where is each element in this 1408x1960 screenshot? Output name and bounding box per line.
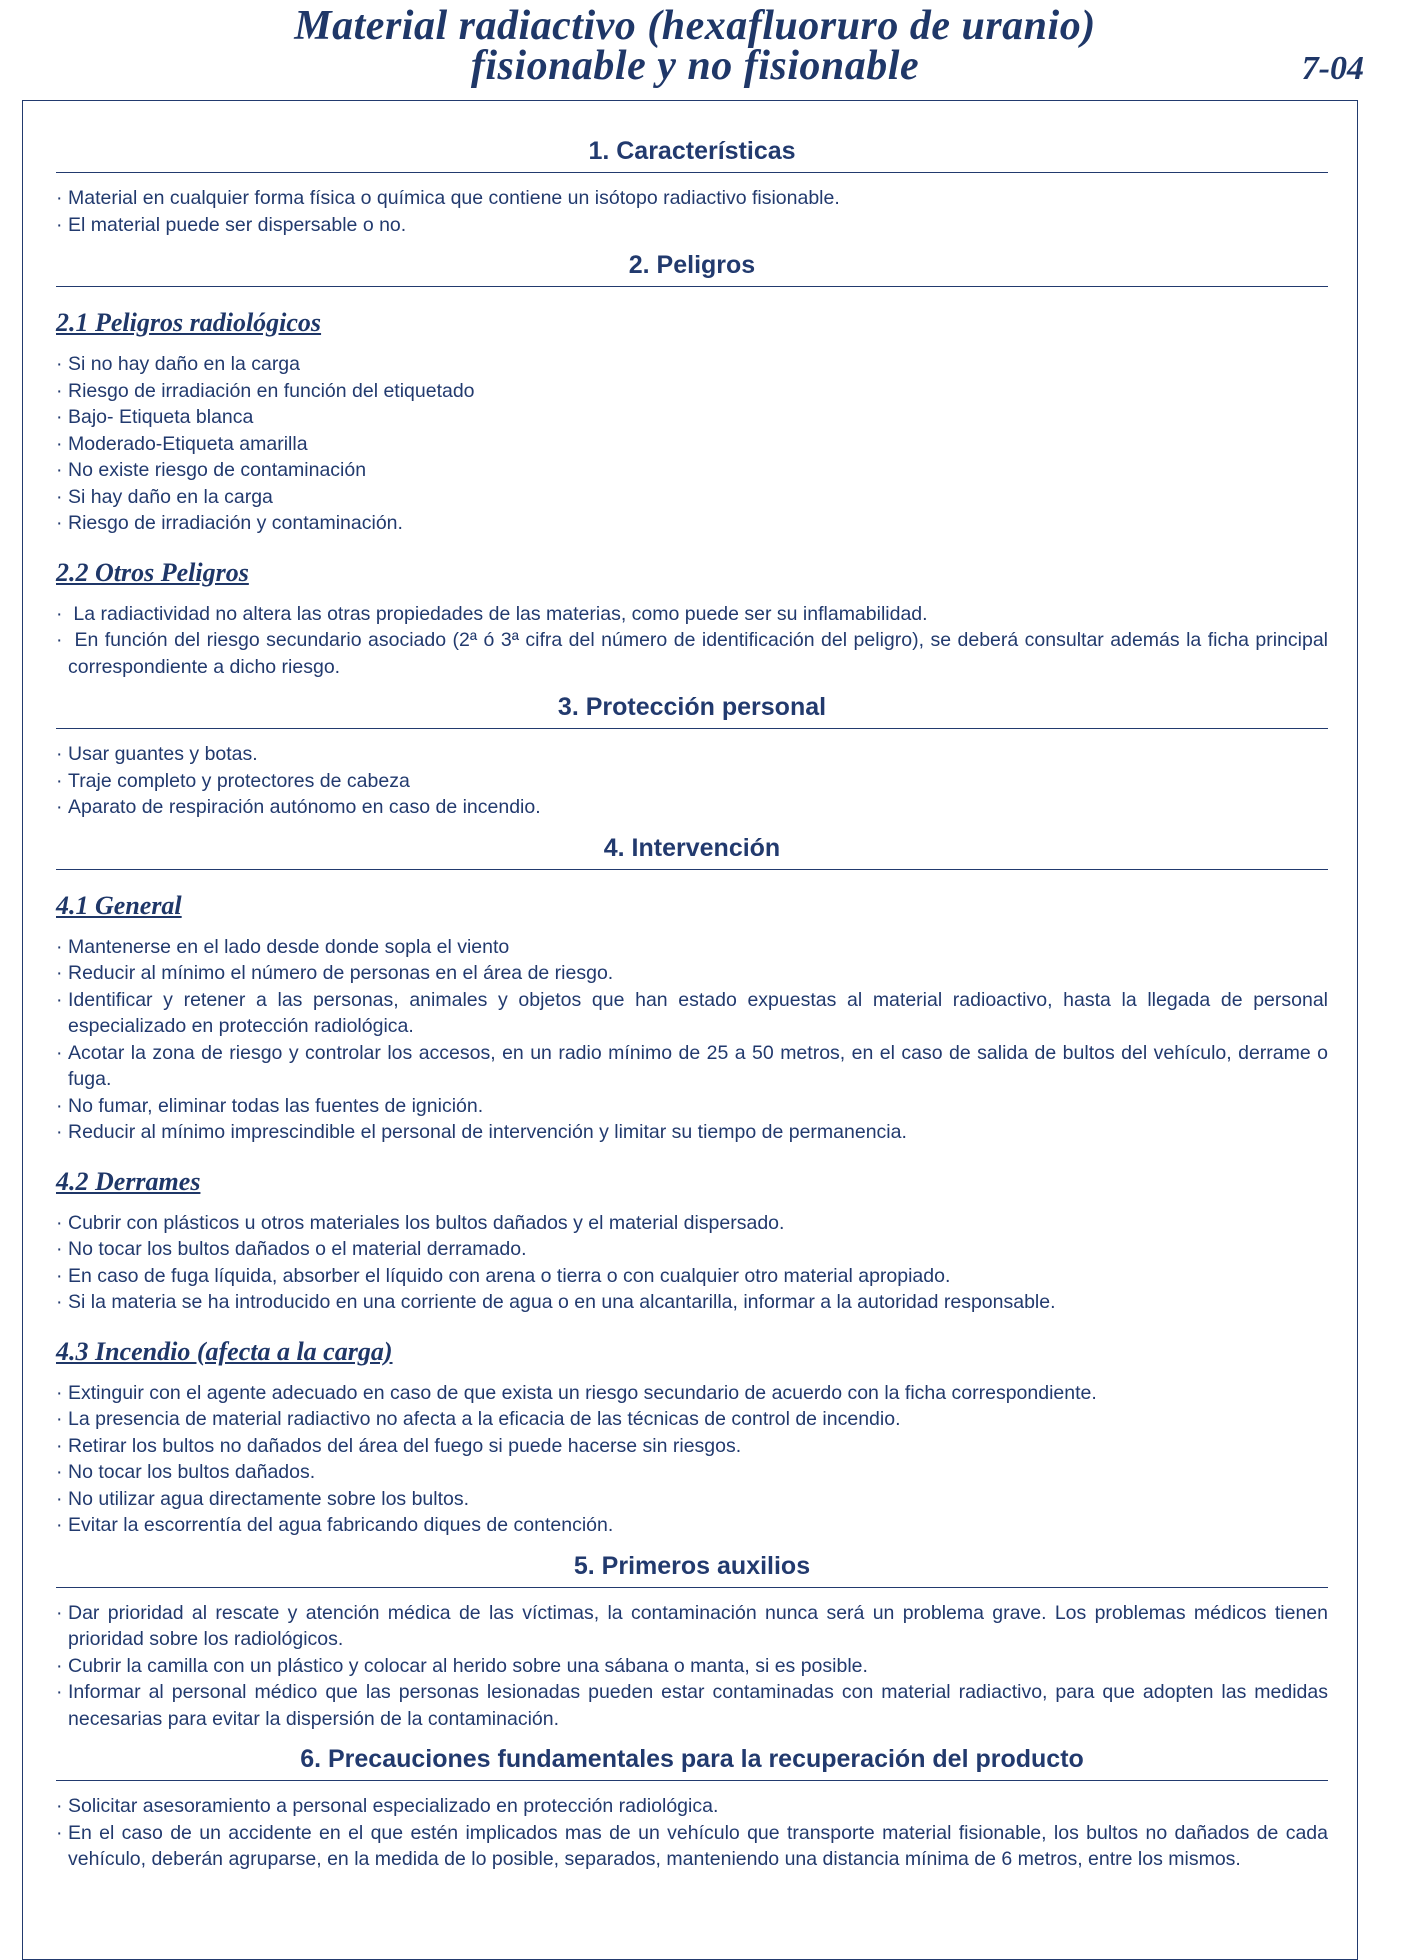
list-item	[56, 1600, 1328, 1653]
subsection-list	[56, 934, 1328, 1146]
list-item	[56, 404, 1328, 431]
bullet-dot-icon: ·	[56, 1461, 63, 1483]
bullet-dot-icon: ·	[56, 512, 63, 534]
list-item	[56, 378, 1328, 405]
list-item-text: Evitar la escorrentía del agua fabricando diques de contención.	[68, 1514, 614, 1536]
bullet-dot-icon: ·	[56, 1408, 63, 1430]
list-item-text: Aparato de respiración autónomo en caso de incendio.	[68, 796, 541, 818]
list-item-text: No fumar, eliminar todas las fuentes de ignición.	[68, 1094, 484, 1117]
list-item-text: Bajo- Etiqueta blanca	[68, 406, 254, 428]
section-title: 5. Primeros auxilios	[56, 1543, 1328, 1588]
list-item	[56, 1210, 1328, 1237]
bullet-dot-icon: ·	[56, 1291, 63, 1313]
list-item	[56, 1820, 1328, 1873]
list-item	[56, 960, 1328, 987]
bullet-dot-icon: ·	[56, 1121, 63, 1143]
bullet-dot-icon: ·	[56, 1094, 63, 1117]
list-item-text: En caso de fuga líquida, absorber el líquido con arena o tierra o con cualquier otro material apropiado.	[68, 1264, 951, 1287]
list-item-text: Retirar los bultos no dañados del área del fuego si puede hacerse sin riesgos.	[68, 1434, 742, 1457]
bullet-dot-icon: ·	[56, 213, 63, 236]
list-item-text: Cubrir con plásticos u otros materiales los bultos dañados y el material dispersado.	[68, 1211, 785, 1234]
subsection-list	[56, 1380, 1328, 1539]
list-item	[56, 1433, 1328, 1460]
list-item	[56, 457, 1328, 484]
section-title: 3. Protección personal	[56, 684, 1328, 729]
section-title: 1. Características	[56, 128, 1328, 173]
bullet-dot-icon: ·	[56, 962, 63, 984]
list-item	[56, 1040, 1328, 1093]
list-item	[56, 484, 1328, 511]
page-title-line-2: fisionable y no fisionable	[470, 43, 920, 89]
subsection-title: 4.1 General	[56, 890, 182, 920]
list-item-text: Acotar la zona de riesgo y controlar los accesos, en un radio mínimo de 25 a 50 metros, en el caso de salida de bultos del vehículo, derrame o fuga.	[68, 1041, 1328, 1090]
list-item-text: Si no hay daño en la carga	[68, 353, 301, 375]
bullet-dot-icon: ·	[56, 1211, 63, 1234]
list-item-text: Reducir al mínimo el número de personas en el área de riesgo.	[68, 962, 614, 984]
subsection-title: 4.3 Incendio (afecta a la carga)	[56, 1336, 393, 1366]
list-item	[56, 1486, 1328, 1513]
bullet-dot-icon: ·	[56, 187, 63, 209]
bullet-dot-icon: ·	[56, 629, 63, 651]
list-item-text: Solicitar asesoramiento a personal especializado en protección radiológica.	[68, 1795, 719, 1817]
list-item-text: Moderado-Etiqueta amarilla	[68, 432, 308, 455]
list-item	[56, 1679, 1328, 1732]
list-item	[56, 212, 1328, 239]
bullet-dot-icon: ·	[56, 935, 63, 958]
list-item-text: No tocar los bultos dañados o el material derramado.	[68, 1238, 527, 1260]
list-item	[56, 1653, 1328, 1680]
sheet-code: 7-04	[1301, 50, 1364, 87]
section-list	[56, 741, 1328, 821]
bullet-dot-icon: ·	[56, 485, 63, 508]
bullet-dot-icon: ·	[56, 1381, 63, 1404]
bullet-dot-icon: ·	[56, 1821, 63, 1844]
section-list	[56, 185, 1328, 238]
bullet-dot-icon: ·	[56, 988, 63, 1011]
list-item	[56, 1793, 1328, 1820]
list-item-text: No existe riesgo de contaminación	[68, 459, 367, 481]
document-body	[56, 128, 1328, 1877]
subsection-title: 4.2 Derrames	[56, 1166, 201, 1196]
bullet-dot-icon: ·	[56, 406, 63, 428]
bullet-dot-icon: ·	[56, 1514, 63, 1536]
section-title: 6. Precauciones fundamentales para la recuperación del producto	[56, 1736, 1328, 1781]
list-item	[56, 627, 1328, 680]
subsection-list	[56, 1210, 1328, 1316]
list-item	[56, 351, 1328, 378]
list-item	[56, 510, 1328, 537]
list-item	[56, 934, 1328, 961]
list-item-text: En el caso de un accidente en el que estén implicados mas de un vehículo que transporte material fisionable, los bultos no dañados de cada vehículo, deberán agruparse, en la medida de lo posible, separados, manteniendo una distancia mínima de 6 metros, entre los mismos.	[68, 1821, 1328, 1870]
list-item-text: Usar guantes y botas.	[68, 743, 258, 765]
list-item	[56, 185, 1328, 212]
subsection-list	[56, 601, 1328, 681]
list-item-text: Identificar y retener a las personas, animales y objetos que han estado expuestas al material radioactivo, hasta la llegada de personal especializado en protección radiológica.	[68, 988, 1328, 1037]
subsection-list	[56, 351, 1328, 537]
bullet-dot-icon: ·	[56, 602, 63, 625]
list-item	[56, 1236, 1328, 1263]
section-title: 2. Peligros	[56, 242, 1328, 287]
list-item	[56, 1459, 1328, 1486]
page-header	[0, 0, 1408, 100]
list-item-text: Cubrir la camilla con un plástico y colocar al herido sobre una sábana o manta, si es posible.	[68, 1654, 868, 1677]
list-item	[56, 601, 1328, 628]
list-item-text: Extinguir con el agente adecuado en caso de que exista un riesgo secundario de acuerdo con la ficha correspondiente.	[68, 1381, 1097, 1404]
section-title: 4. Intervención	[56, 825, 1328, 870]
bullet-dot-icon: ·	[56, 743, 63, 765]
bullet-dot-icon: ·	[56, 1238, 63, 1260]
section-list	[56, 1793, 1328, 1873]
list-item	[56, 1119, 1328, 1146]
bullet-dot-icon: ·	[56, 1041, 63, 1064]
section-list	[56, 1600, 1328, 1733]
page-title-line-1: Material radiactivo (hexafluoruro de uranio)	[294, 3, 1096, 49]
bullet-dot-icon: ·	[56, 1487, 63, 1510]
bullet-dot-icon: ·	[56, 1795, 63, 1817]
list-item-text: Si la materia se ha introducido en una corriente de agua o en una alcantarilla, informar a la autoridad responsable.	[68, 1291, 1056, 1313]
list-item	[56, 794, 1328, 821]
list-item-text: Material en cualquier forma física o química que contiene un isótopo radiactivo fisionable.	[68, 187, 840, 209]
list-item	[56, 1289, 1328, 1316]
list-item	[56, 1512, 1328, 1539]
list-item-text: Si hay daño en la carga	[68, 485, 273, 508]
list-item-text: Riesgo de irradiación en función del etiquetado	[68, 379, 475, 402]
bullet-dot-icon: ·	[56, 796, 63, 818]
list-item	[56, 768, 1328, 795]
bullet-dot-icon: ·	[56, 432, 63, 455]
list-item	[56, 741, 1328, 768]
bullet-dot-icon: ·	[56, 769, 63, 792]
bullet-dot-icon: ·	[56, 379, 63, 402]
bullet-dot-icon: ·	[56, 1434, 63, 1457]
subsection-title: 2.1 Peligros radiológicos	[56, 308, 322, 337]
list-item-text: La radiactividad no altera las otras propiedades de las materias, como puede ser su inflamabilidad.	[68, 602, 928, 625]
list-item-text: No utilizar agua directamente sobre los bultos.	[68, 1487, 470, 1510]
list-item-text: Dar prioridad al rescate y atención médica de las víctimas, la contaminación nunca será un problema grave. Los problemas médicos tienen prioridad sobre los radiológicos.	[68, 1601, 1328, 1650]
list-item-text: No tocar los bultos dañados.	[68, 1461, 316, 1483]
list-item	[56, 431, 1328, 458]
list-item	[56, 987, 1328, 1040]
list-item-text: La presencia de material radiactivo no afecta a la eficacia de las técnicas de control de incendio.	[68, 1408, 901, 1430]
list-item-text: Informar al personal médico que las personas lesionadas pueden estar contaminadas con material radiactivo, para que adopten las medidas necesarias para evitar la dispersión de la contaminación.	[68, 1681, 1328, 1730]
list-item-text: En función del riesgo secundario asociado (2ª ó 3ª cifra del número de identificación del peligro), se deberá consultar además la ficha principal correspondiente a dicho riesgo.	[68, 629, 1328, 678]
list-item	[56, 1380, 1328, 1407]
list-item-text: Traje completo y protectores de cabeza	[68, 769, 410, 792]
list-item-text: Reducir al mínimo imprescindible el personal de intervención y limitar su tiempo de permanencia.	[68, 1121, 907, 1143]
subsection-title: 2.2 Otros Peligros	[56, 557, 249, 587]
list-item	[56, 1093, 1328, 1120]
bullet-dot-icon: ·	[56, 1681, 63, 1703]
list-item-text: Riesgo de irradiación y contaminación.	[68, 512, 403, 534]
list-item	[56, 1406, 1328, 1433]
list-item-text: Mantenerse en el lado desde donde sopla el viento	[68, 935, 510, 958]
bullet-dot-icon: ·	[56, 1654, 63, 1677]
bullet-dot-icon: ·	[56, 459, 63, 481]
list-item-text: El material puede ser dispersable o no.	[68, 213, 407, 236]
list-item	[56, 1263, 1328, 1290]
bullet-dot-icon: ·	[56, 1264, 63, 1287]
bullet-dot-icon: ·	[56, 353, 63, 375]
bullet-dot-icon: ·	[56, 1601, 63, 1624]
